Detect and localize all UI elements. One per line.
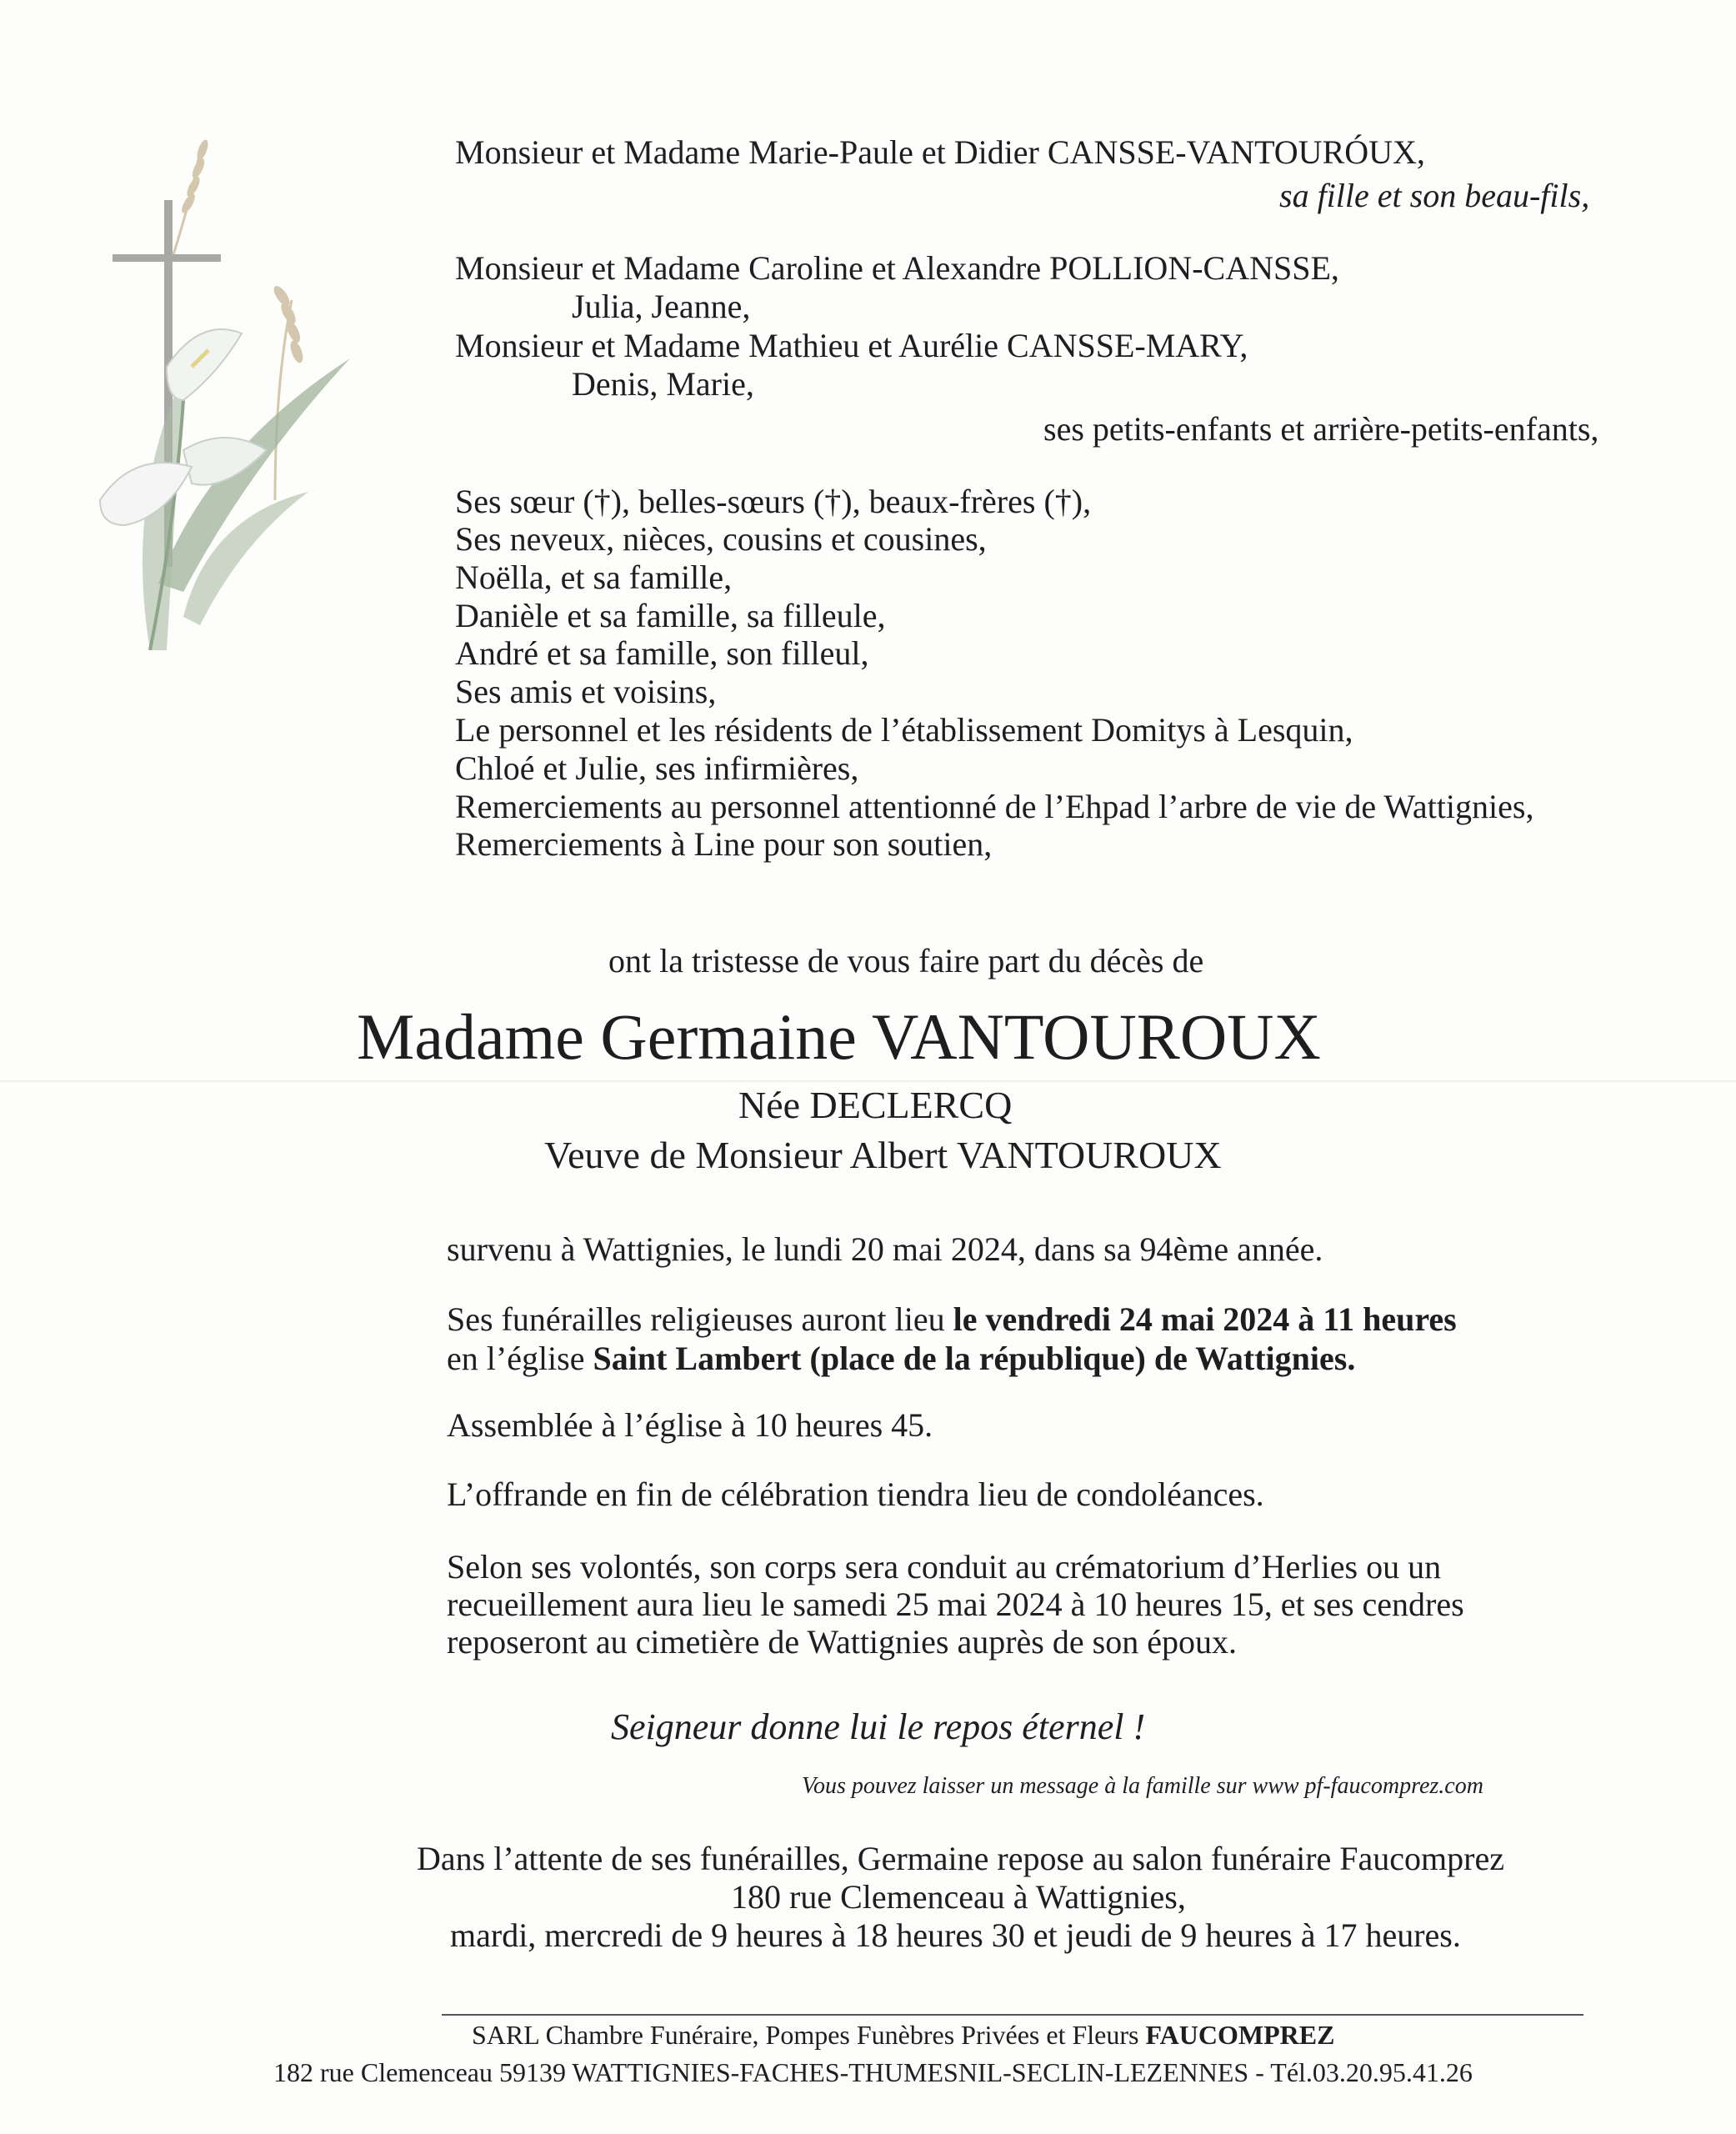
- relatives-line: Remerciements à Line pour son soutien,: [455, 825, 993, 863]
- relatives-line: Danièle et sa famille, sa filleule,: [455, 597, 886, 634]
- visitation-line: Dans l’attente de ses funérailles, Germaine repose au salon funéraire Faucomprez: [417, 1840, 1504, 1877]
- death-details: survenu à Wattignies, le lundi 20 mai 2024, dans sa 94ème année.: [447, 1230, 1323, 1268]
- assembly-line: Assemblée à l’église à 10 heures 45.: [447, 1406, 933, 1444]
- offering-line: L’offrande en fin de célébration tiendra lieu de condoléances.: [447, 1475, 1264, 1513]
- daughter-relation: sa fille et son beau-fils,: [1279, 177, 1590, 214]
- maiden-name: Née DECLERCQ: [738, 1084, 1013, 1126]
- grandchild-1-children: Julia, Jeanne,: [572, 288, 751, 325]
- cross-lily-decoration: [67, 117, 383, 650]
- wishes-line: reposeront au cimetière de Wattignies auprès de son époux.: [447, 1623, 1237, 1661]
- relatives-line: Ses neveux, nièces, cousins et cousines,: [455, 520, 987, 558]
- paper-fold: [0, 1080, 1736, 1082]
- calla-lily-icon: [100, 329, 267, 525]
- wishes-line: Selon ses volontés, son corps sera conduit au crématorium d’Herlies ou un: [447, 1548, 1442, 1585]
- relatives-line: Ses sœur (†), belles-sœurs (†), beaux-frères (†),: [455, 483, 1092, 520]
- footer-rule: [442, 2014, 1583, 2016]
- relatives-line: André et sa famille, son filleul,: [455, 634, 869, 672]
- footer-company-text: SARL Chambre Funéraire, Pompes Funèbres Privées et Fleurs: [472, 2020, 1146, 2050]
- announcement: ont la tristesse de vous faire part du décès de: [608, 942, 1204, 979]
- wishes-line: recueillement aura lieu le samedi 25 mai 2024 à 10 heures 15, et ses cendres: [447, 1585, 1464, 1623]
- funeral-line: [447, 1300, 1457, 1338]
- lily-leaves-icon: [143, 358, 350, 650]
- footer-address: 182 rue Clemenceau 59139 WATTIGNIES-FACHES-THUMESNIL-SECLIN-LEZENNES - Tél.03.20.95.41.26: [273, 2057, 1473, 2087]
- grandchild-2-children: Denis, Marie,: [572, 365, 754, 403]
- footer-company-name: FAUCOMPREZ: [1145, 2020, 1335, 2050]
- online-message-note: Vous pouvez laisser un message à la famille sur www pf-faucomprez.com: [802, 1773, 1483, 1799]
- relatives-line: Remerciements au personnel attentionné de l’Ehpad l’arbre de vie de Wattignies,: [455, 788, 1534, 825]
- relatives-line: Noëlla, et sa famille,: [455, 559, 733, 596]
- visitation-hours: mardi, mercredi de 9 heures à 18 heures 30 et jeudi de 9 heures à 17 heures.: [450, 1916, 1461, 1954]
- church-name: Saint Lambert (place de la république) de Wattignies.: [593, 1340, 1356, 1377]
- visitation-address: 180 rue Clemenceau à Wattignies,: [731, 1878, 1186, 1916]
- grandchild-couple-2: Monsieur et Madame Mathieu et Aurélie CANSSE-MARY,: [455, 327, 1248, 364]
- prayer: Seigneur donne lui le repos éternel !: [611, 1706, 1146, 1747]
- relatives-line: Le personnel et les résidents de l’établissement Domitys à Lesquin,: [455, 711, 1353, 749]
- grandchildren-relation: ses petits-enfants et arrière-petits-enfants,: [1043, 410, 1599, 448]
- widow-line: Veuve de Monsieur Albert VANTOUROUX: [544, 1134, 1222, 1176]
- footer-company: [472, 2021, 1334, 2048]
- church-text: en l’église: [447, 1340, 593, 1377]
- funeral-date: le vendredi 24 mai 2024 à 11 heures: [953, 1300, 1457, 1338]
- grandchild-couple-1: Monsieur et Madame Caroline et Alexandre POLLION-CANSSE,: [455, 249, 1339, 287]
- relatives-line: Chloé et Julie, ses infirmières,: [455, 749, 859, 787]
- church-line: [447, 1342, 1355, 1375]
- funeral-text: Ses funérailles religieuses auront lieu: [447, 1300, 953, 1338]
- daughter-line: Monsieur et Madame Marie-Paule et Didier CANSSE-VANTOURÓUX,: [455, 133, 1425, 171]
- relatives-line: Ses amis et voisins,: [455, 673, 717, 710]
- deceased-name: Madame Germaine VANTOUROUX: [357, 1000, 1321, 1073]
